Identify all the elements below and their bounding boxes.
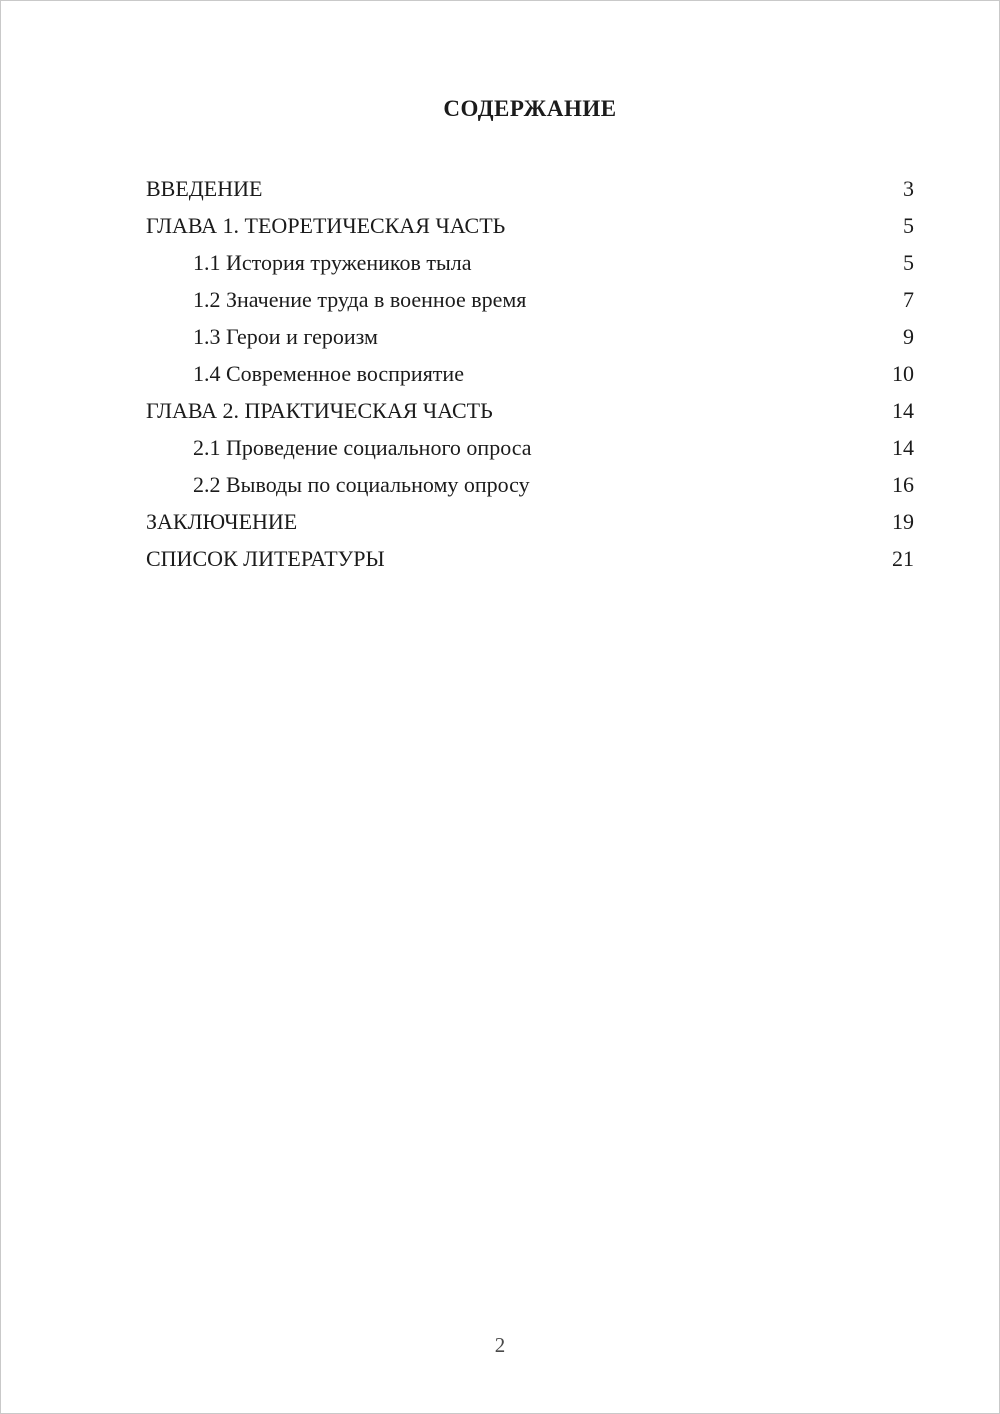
toc-entry-1-1 (146, 244, 914, 281)
toc-entry-introduction (146, 170, 914, 207)
toc-entry-label: 1.3 Герои и героизм (193, 324, 378, 349)
toc-entry-conclusion (146, 503, 914, 540)
toc-entry-label: 1.1 История тружеников тыла (193, 250, 472, 275)
toc-entry-label: 2.1 Проведение социального опроса (193, 435, 532, 460)
toc-entry-page-number: 5 (903, 213, 914, 238)
page-title: СОДЕРЖАНИЕ (443, 96, 617, 121)
toc-entry-label: 1.4 Современное восприятие (193, 361, 464, 386)
toc-entry-page-number: 21 (892, 546, 914, 571)
toc-entry-label: ВВЕДЕНИЕ (146, 176, 263, 201)
toc-entry-bibliography (146, 540, 914, 577)
toc-entry-label: 1.2 Значение труда в военное время (193, 287, 527, 312)
table-of-contents (146, 170, 914, 577)
footer-page-number: 2 (494, 1333, 506, 1357)
toc-entry-page-number: 10 (892, 361, 914, 386)
toc-entry-label: ГЛАВА 2. ПРАКТИЧЕСКАЯ ЧАСТЬ (146, 398, 493, 423)
toc-entry-label: ЗАКЛЮЧЕНИЕ (146, 509, 298, 534)
toc-entry-page-number: 14 (892, 398, 914, 423)
page-content (146, 96, 914, 577)
toc-entry-page-number: 14 (892, 435, 914, 460)
toc-entry-chapter-2 (146, 392, 914, 429)
toc-entry-page-number: 5 (903, 250, 914, 275)
toc-entry-chapter-1 (146, 207, 914, 244)
toc-entry-1-4 (146, 355, 914, 392)
toc-entry-2-1 (146, 429, 914, 466)
toc-entry-page-number: 7 (903, 287, 914, 312)
toc-entry-2-2 (146, 466, 914, 503)
toc-entry-page-number: 16 (892, 472, 914, 497)
toc-entry-label: СПИСОК ЛИТЕРАТУРЫ (146, 546, 385, 571)
toc-entry-page-number: 3 (903, 176, 914, 201)
toc-entry-page-number: 19 (892, 509, 914, 534)
toc-entry-1-2 (146, 281, 914, 318)
toc-entry-label: ГЛАВА 1. ТЕОРЕТИЧЕСКАЯ ЧАСТЬ (146, 213, 506, 238)
toc-entry-label: 2.2 Выводы по социальному опросу (193, 472, 530, 497)
toc-entry-page-number: 9 (903, 324, 914, 349)
toc-entry-1-3 (146, 318, 914, 355)
